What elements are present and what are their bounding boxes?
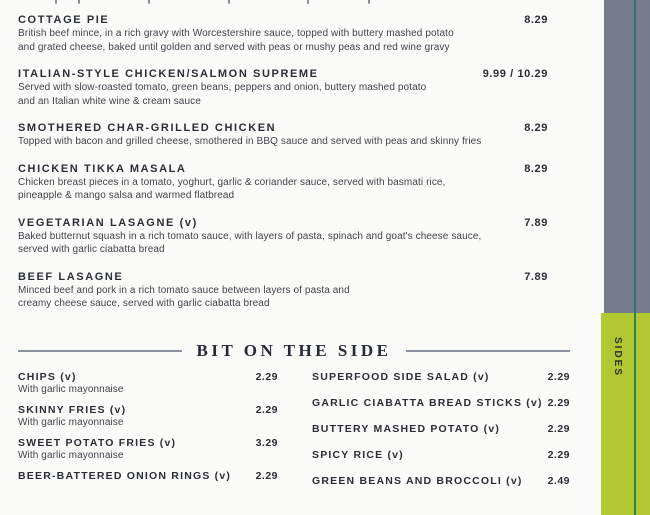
sidebar-sides-tab	[601, 313, 650, 515]
side-item-sub: With garlic mayonnaise	[18, 417, 124, 428]
side-item-name: CHIPS (v)	[18, 371, 77, 383]
menu-item-price: 9.99 / 10.29	[482, 68, 548, 80]
heading-rule-left	[18, 350, 182, 352]
side-item-price: 2.29	[547, 423, 570, 435]
menu-item-description: and an Italian white wine & cream sauce	[18, 95, 201, 107]
side-item-name: SPICY RICE (v)	[312, 449, 404, 461]
menu-item	[18, 216, 548, 257]
menu-item-description: Baked butternut squash in a rich tomato sauce, with layers of pasta, spinach and goat's cheese sauce,	[18, 230, 482, 242]
side-item	[18, 470, 278, 483]
side-item	[18, 437, 278, 462]
side-item-name: BEER-BATTERED ONION RINGS (v)	[18, 470, 232, 482]
menu-item-price: 7.89	[524, 270, 548, 283]
side-item	[312, 397, 570, 410]
side-item-name: GARLIC CIABATTA BREAD STICKS (v)	[312, 397, 543, 409]
menu-item-title: SMOTHERED CHAR-GRILLED CHICKEN	[18, 122, 277, 134]
menu-item-description: Served with slow-roasted tomato, green beans, peppers and onion, buttery mashed potato	[18, 82, 427, 93]
side-item	[18, 371, 278, 396]
heading-rule-right	[406, 350, 570, 352]
side-item-price: 2.29	[547, 371, 570, 383]
menu-item-price: 8.29	[524, 122, 548, 134]
side-item-sub: With garlic mayonnaise	[18, 384, 124, 395]
side-item-name: SWEET POTATO FRIES (v)	[18, 437, 177, 449]
menu-item-title: ITALIAN-STYLE CHICKEN/SALMON SUPREME	[18, 68, 319, 80]
side-item-price: 2.49	[547, 475, 570, 487]
menu-item-description: Chicken breast pieces in a tomato, yoghurt, garlic & coriander sauce, served with basmati rice,	[18, 176, 446, 188]
sides-section-heading	[18, 341, 570, 361]
side-item-price: 2.29	[255, 470, 278, 482]
menu-item	[18, 270, 548, 311]
menu-item-price: 8.29	[524, 162, 548, 175]
side-item-price: 2.29	[547, 397, 570, 409]
side-item-price: 3.29	[255, 437, 278, 449]
menu-item-description: Topped with bacon and grilled cheese, smothered in BBQ sauce and served with peas and skinny fries	[18, 136, 482, 147]
menu-item-description: Minced beef and pork in a rich tomato sauce between layers of pasta and	[18, 284, 350, 296]
menu-item-price: 7.89	[524, 216, 548, 229]
menu-item	[18, 13, 548, 54]
menu-item	[18, 121, 548, 149]
side-item	[312, 423, 570, 436]
side-item	[18, 404, 278, 429]
side-item	[312, 449, 570, 462]
menu-item-title: COTTAGE PIE	[18, 14, 110, 26]
side-item-name: BUTTERY MASHED POTATO (v)	[312, 423, 501, 435]
menu-item-description: British beef mince, in a rich gravy with Worcestershire sauce, topped with buttery mashed potato	[18, 28, 454, 39]
side-item-price: 2.29	[255, 371, 278, 383]
menu-item	[18, 67, 548, 108]
side-item-price: 2.29	[255, 404, 278, 416]
cropped-text-remnants	[0, 0, 600, 6]
menu-item	[18, 162, 548, 203]
menu-item-description: creamy cheese sauce, served with garlic ciabatta bread	[18, 298, 270, 309]
side-item	[312, 371, 570, 384]
side-item-name: SUPERFOOD SIDE SALAD (v)	[312, 371, 490, 383]
sides-list	[18, 371, 570, 501]
side-item-name: SKINNY FRIES (v)	[18, 404, 127, 416]
menu-item-description: and grated cheese, baked until golden and served with peas or mushy peas and red wine gravy	[18, 41, 450, 53]
side-item-sub: With garlic mayonnaise	[18, 450, 124, 461]
menu-item-title: VEGETARIAN LASAGNE (v)	[18, 216, 198, 229]
main-dishes-list	[18, 13, 548, 324]
sides-tab-label: SIDES	[612, 337, 623, 378]
sidebar-accent-line	[634, 0, 636, 515]
side-item-name: GREEN BEANS AND BROCCOLI (v)	[312, 475, 523, 487]
menu-item-description: pineapple & mango salsa and warmed flatbread	[18, 190, 235, 201]
sides-column-right	[312, 371, 570, 501]
sidebar-gray-bar	[604, 0, 650, 313]
menu-item-description: served with garlic ciabatta bread	[18, 244, 165, 255]
section-title: BIT ON THE SIDE	[196, 341, 392, 360]
side-item-price: 2.29	[547, 449, 570, 461]
side-item	[312, 475, 570, 488]
menu-item-price: 8.29	[524, 14, 548, 26]
menu-item-title: CHICKEN TIKKA MASALA	[18, 162, 187, 175]
sides-column-left	[18, 371, 278, 501]
menu-item-title: BEEF LASAGNE	[18, 270, 124, 283]
